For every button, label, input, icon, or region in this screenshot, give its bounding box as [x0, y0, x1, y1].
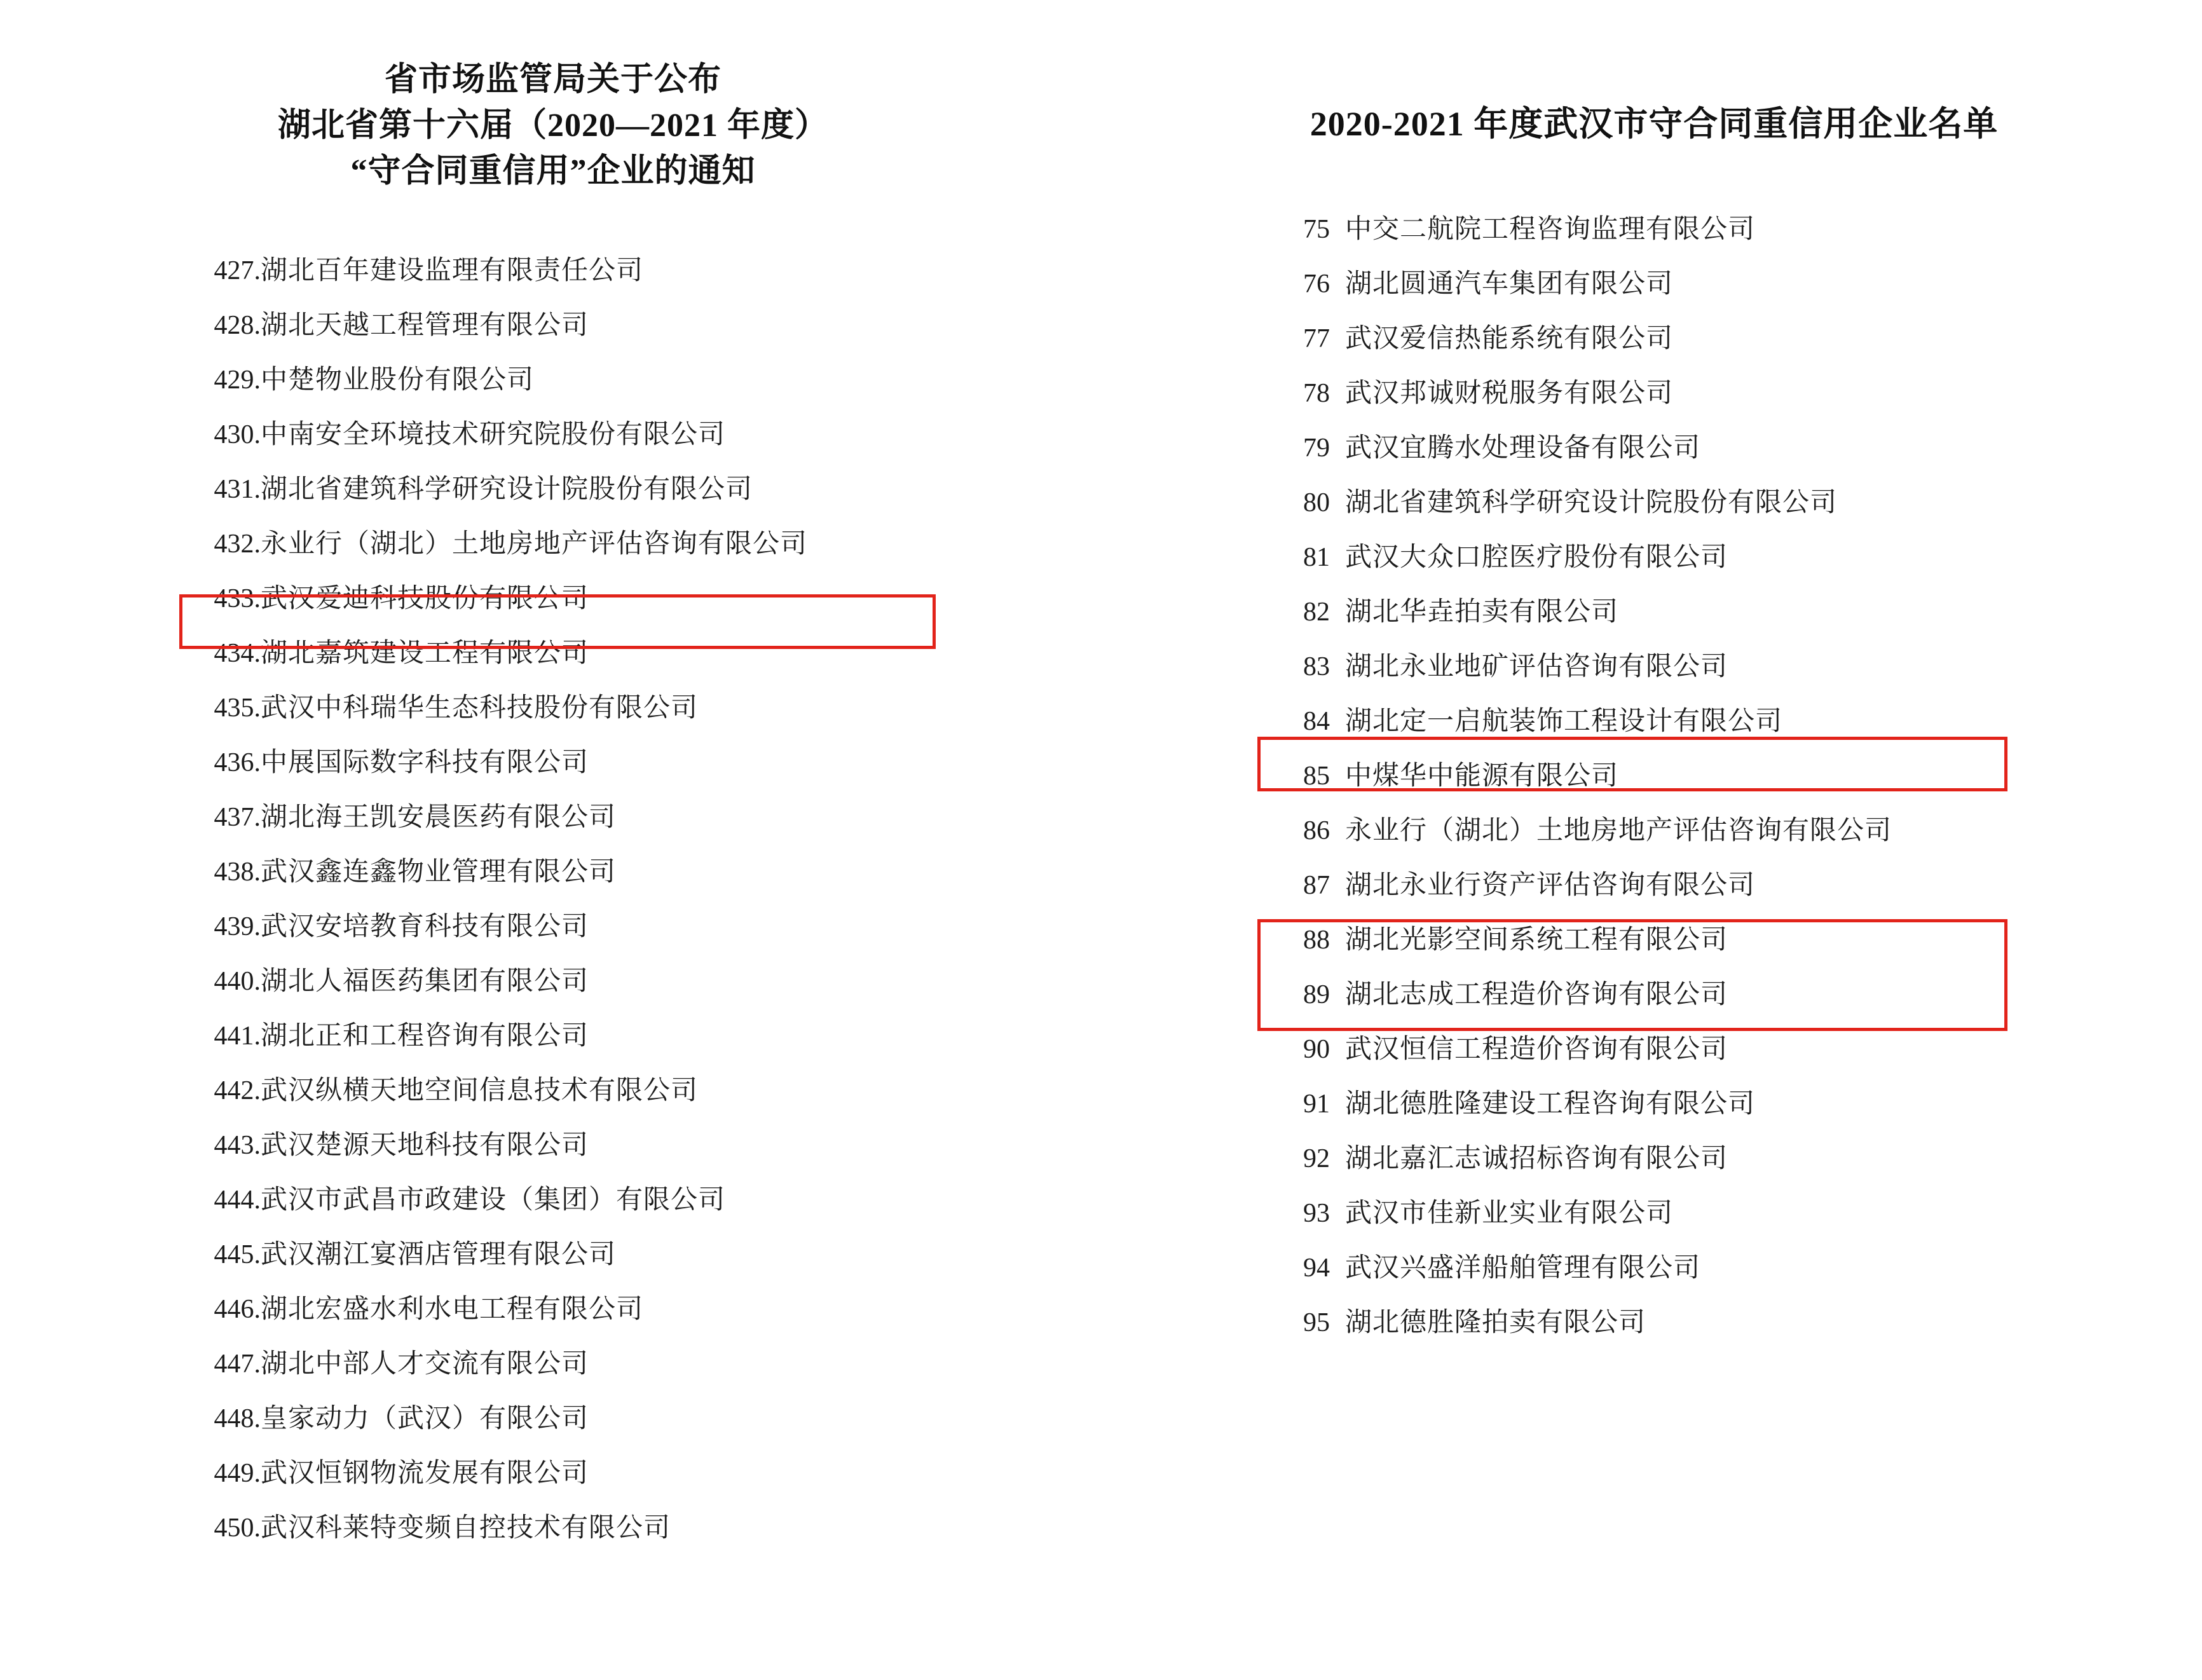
list-item	[1290, 1091, 2202, 1145]
list-item	[191, 968, 1106, 1023]
list-item-number: 95	[1303, 1308, 1330, 1338]
list-item-name: 中展国际数字科技有限公司	[261, 748, 589, 778]
list-item-name: 湖北天越工程管理有限公司	[261, 311, 589, 341]
list-item-number: 435.	[214, 693, 261, 723]
list-item-name: 武汉兴盛洋船舶管理有限公司	[1345, 1253, 1701, 1283]
list-item-number: 446.	[214, 1295, 261, 1325]
list-item-number: 438.	[214, 857, 261, 887]
list-item-highlighted	[191, 531, 1106, 585]
list-item-number: 85	[1303, 761, 1330, 791]
list-item	[191, 1405, 1106, 1460]
left-company-list	[0, 257, 1106, 1569]
list-item	[191, 585, 1106, 640]
list-item-name: 武汉恒信工程造价咨询有限公司	[1345, 1035, 1728, 1065]
list-item-name: 湖北嘉汇志诚招标咨询有限公司	[1345, 1144, 1728, 1174]
list-item-name: 湖北德胜隆拍卖有限公司	[1345, 1308, 1646, 1338]
list-item-number: 78	[1303, 379, 1330, 409]
list-item-number: 88	[1303, 925, 1330, 955]
list-item-number: 431.	[214, 475, 261, 505]
list-item-name: 湖北永业地矿评估咨询有限公司	[1345, 652, 1728, 682]
list-item-name: 武汉爱迪科技股份有限公司	[261, 584, 589, 614]
list-item	[1290, 325, 2202, 380]
list-item-name: 湖北嘉筑建设工程有限公司	[261, 639, 589, 669]
list-item	[1290, 599, 2202, 653]
list-item-number: 427.	[214, 256, 261, 286]
list-item	[1290, 763, 2202, 817]
list-item-number: 91	[1303, 1089, 1330, 1119]
list-item-number: 82	[1303, 598, 1330, 627]
list-item-number: 87	[1303, 871, 1330, 901]
list-item-name: 湖北定一启航装饰工程设计有限公司	[1345, 707, 1783, 737]
list-item-number: 439.	[214, 912, 261, 942]
list-item-name: 湖北志成工程造价咨询有限公司	[1345, 980, 1728, 1010]
list-item-number: 81	[1303, 543, 1330, 573]
list-item-number: 77	[1303, 324, 1330, 354]
list-item-number: 75	[1303, 215, 1330, 245]
list-item	[1290, 1255, 2202, 1309]
list-item-name: 湖北永业行资产评估咨询有限公司	[1345, 871, 1756, 901]
list-item-name: 湖北宏盛水利水电工程有限公司	[261, 1295, 644, 1325]
list-item	[1290, 1145, 2202, 1200]
list-item-number: 442.	[214, 1076, 261, 1106]
list-item	[1290, 271, 2202, 325]
list-item-number: 437.	[214, 803, 261, 833]
list-item	[191, 1241, 1106, 1296]
list-item	[1290, 216, 2202, 271]
list-item-highlighted	[1290, 817, 2202, 872]
list-item-number: 444.	[214, 1185, 261, 1215]
list-item-name: 中煤华中能源有限公司	[1345, 761, 1619, 791]
list-item-number: 429.	[214, 365, 261, 395]
list-item	[1290, 380, 2202, 435]
list-item-number: 76	[1303, 270, 1330, 299]
list-item-number: 92	[1303, 1144, 1330, 1174]
list-item	[191, 749, 1106, 804]
left-title-line-1: 省市场监管局关于公布	[384, 62, 721, 98]
list-item-number: 448.	[214, 1404, 261, 1434]
list-item-name: 武汉潮江宴酒店管理有限公司	[261, 1240, 617, 1270]
list-item	[1290, 708, 2202, 763]
list-item-number: 445.	[214, 1240, 261, 1270]
list-item-number: 430.	[214, 420, 261, 450]
list-item-name: 湖北百年建设监理有限责任公司	[261, 256, 644, 286]
list-item-name: 武汉楚源天地科技有限公司	[261, 1131, 589, 1161]
list-item	[191, 312, 1106, 367]
list-item-number: 89	[1303, 980, 1330, 1010]
list-item	[191, 476, 1106, 531]
list-item-name: 武汉邦诚财税服务有限公司	[1345, 379, 1674, 409]
list-item-name: 武汉恒钢物流发展有限公司	[261, 1459, 589, 1489]
list-item-highlighted	[1290, 653, 2202, 708]
list-item-number: 433.	[214, 584, 261, 614]
right-company-list	[1106, 216, 2202, 1364]
list-item-number: 83	[1303, 652, 1330, 682]
list-item-name: 湖北中部人才交流有限公司	[261, 1349, 589, 1379]
list-item	[191, 1077, 1106, 1132]
list-item-number: 450.	[214, 1513, 261, 1543]
list-item-name: 武汉市佳新业实业有限公司	[1345, 1199, 1674, 1229]
list-item-number: 449.	[214, 1459, 261, 1489]
list-item-name: 湖北人福医药集团有限公司	[261, 967, 589, 997]
list-item-number: 90	[1303, 1035, 1330, 1065]
list-item	[191, 1460, 1106, 1515]
list-item-name: 武汉宜腾水处理设备有限公司	[1345, 434, 1701, 463]
list-item	[1290, 1200, 2202, 1255]
list-item-number: 93	[1303, 1199, 1330, 1229]
list-item-number: 441.	[214, 1021, 261, 1051]
list-item-name: 武汉鑫连鑫物业管理有限公司	[261, 857, 617, 887]
list-item	[191, 421, 1106, 476]
list-item	[191, 1351, 1106, 1405]
list-item	[1290, 435, 2202, 489]
left-title-line-3: “守合同重信用”企业的通知	[350, 153, 756, 189]
list-item-name: 永业行（湖北）土地房地产评估咨询有限公司	[261, 529, 808, 559]
list-item-number: 94	[1303, 1253, 1330, 1283]
list-item-name: 湖北海王凯安晨医药有限公司	[261, 803, 617, 833]
left-column-title	[140, 44, 966, 194]
list-item-number: 434.	[214, 639, 261, 669]
list-item-name: 武汉爱信热能系统有限公司	[1345, 324, 1674, 354]
list-item	[1290, 544, 2202, 599]
list-item-name: 湖北华垚拍卖有限公司	[1345, 598, 1619, 627]
list-item	[191, 859, 1106, 913]
list-item-name: 湖北省建筑科学研究设计院股份有限公司	[1345, 488, 1838, 518]
list-item	[191, 257, 1106, 312]
list-item-name: 湖北光影空间系统工程有限公司	[1345, 925, 1728, 955]
right-column	[1106, 0, 2202, 1680]
list-item-name: 武汉安培教育科技有限公司	[261, 912, 589, 942]
left-title-line-2: 湖北省第十六届（2020—2021 年度）	[277, 107, 828, 144]
list-item-name: 永业行（湖北）土地房地产评估咨询有限公司	[1345, 816, 1892, 846]
right-column-title: 2020-2021 年度武汉市守合同重信用企业名单	[1310, 105, 1999, 143]
list-item	[191, 1296, 1106, 1351]
list-item-number: 443.	[214, 1131, 261, 1161]
list-item-number: 432.	[214, 529, 261, 559]
list-item-name: 湖北省建筑科学研究设计院股份有限公司	[261, 475, 753, 505]
list-item-name: 中交二航院工程咨询监理有限公司	[1345, 215, 1756, 245]
list-item-name: 皇家动力（武汉）有限公司	[261, 1404, 589, 1434]
list-item	[191, 695, 1106, 749]
list-item-number: 79	[1303, 434, 1330, 463]
list-item-highlighted	[1290, 872, 2202, 927]
list-item-number: 436.	[214, 748, 261, 778]
list-item-name: 中南安全环境技术研究院股份有限公司	[261, 420, 726, 450]
list-item-name: 湖北正和工程咨询有限公司	[261, 1021, 589, 1051]
list-item-name: 武汉市武昌市政建设（集团）有限公司	[261, 1185, 726, 1215]
list-item	[1290, 1036, 2202, 1091]
list-item	[191, 1515, 1106, 1569]
list-item	[1290, 489, 2202, 544]
list-item	[191, 640, 1106, 695]
list-item-number: 440.	[214, 967, 261, 997]
list-item-name: 中楚物业股份有限公司	[261, 365, 535, 395]
list-item	[1290, 1309, 2202, 1364]
list-item	[1290, 981, 2202, 1036]
list-item-name: 武汉中科瑞华生态科技股份有限公司	[261, 693, 699, 723]
list-item-name: 湖北圆通汽车集团有限公司	[1345, 270, 1674, 299]
list-item-number: 428.	[214, 311, 261, 341]
list-item	[191, 1132, 1106, 1187]
list-item-name: 武汉纵横天地空间信息技术有限公司	[261, 1076, 699, 1106]
list-item-number: 447.	[214, 1349, 261, 1379]
list-item-name: 武汉科莱特变频自控技术有限公司	[261, 1513, 671, 1543]
list-item-number: 84	[1303, 707, 1330, 737]
list-item-number: 80	[1303, 488, 1330, 518]
list-item	[191, 913, 1106, 968]
list-item-number: 86	[1303, 816, 1330, 846]
list-item	[191, 1023, 1106, 1077]
list-item	[191, 1187, 1106, 1241]
list-item	[191, 367, 1106, 421]
list-item-name: 湖北德胜隆建设工程咨询有限公司	[1345, 1089, 1756, 1119]
list-item	[191, 804, 1106, 859]
list-item	[1290, 927, 2202, 981]
list-item-name: 武汉大众口腔医疗股份有限公司	[1345, 543, 1728, 573]
